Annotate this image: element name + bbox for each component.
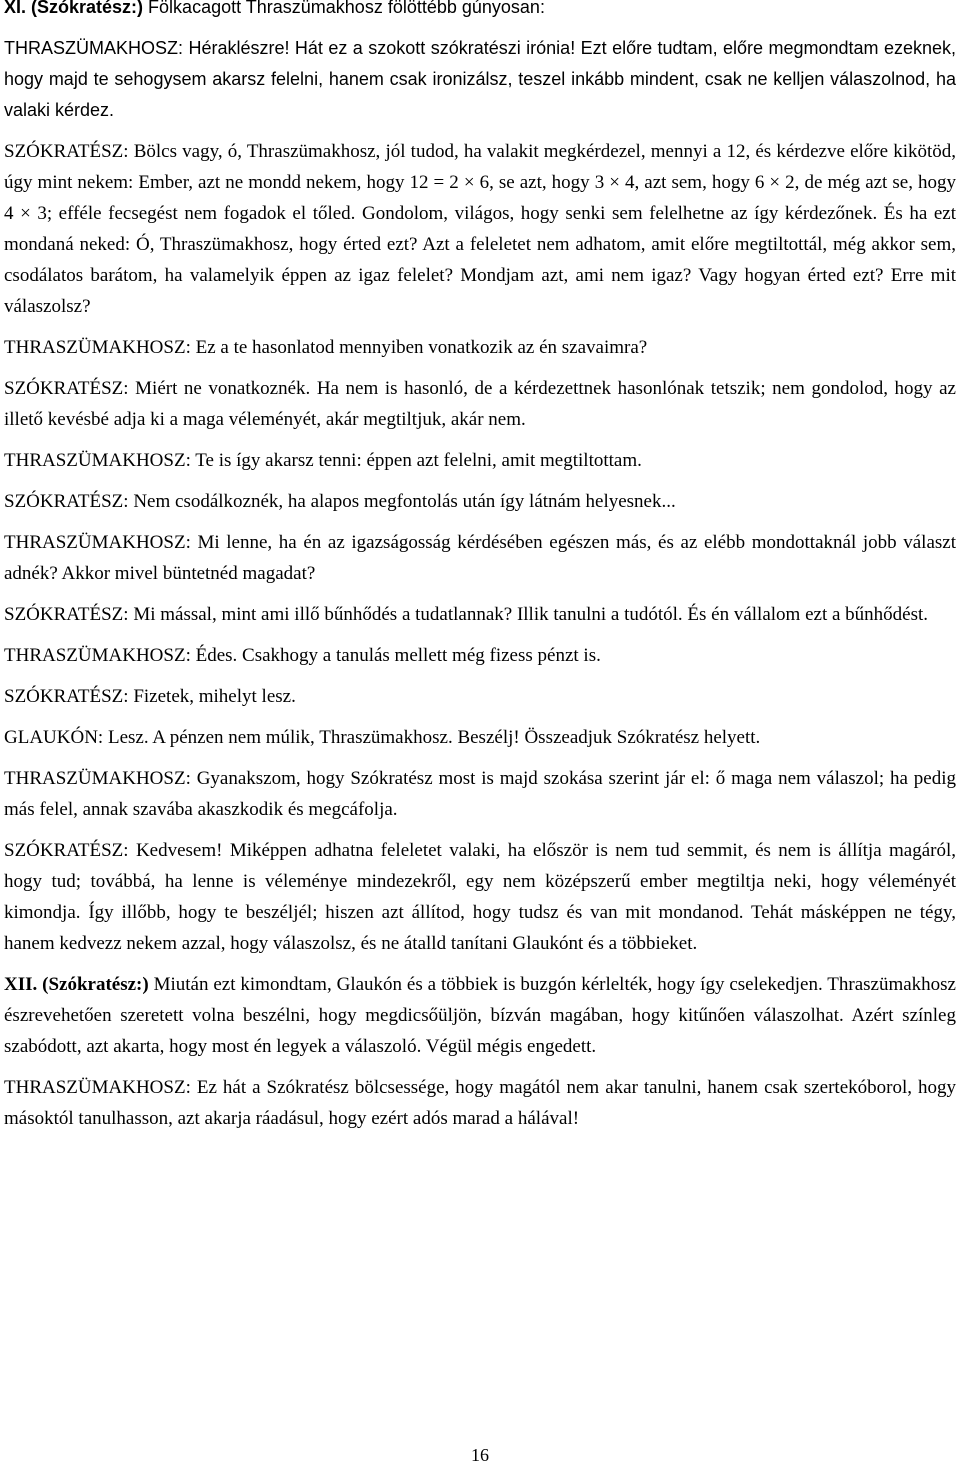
paragraph-text: Miután ezt kimondtam, Glaukón és a többiek is buzgón kérlelték, hogy így cselekedjen. Thraszümakhosz észrevehetően szeretett volna beszélni, hogy megdicsőüljön, bízván magában, hogy kitűnően válaszolhat. Azért színleg szabódott, azt akarta, hogy most én legyek a válaszoló. Végül mégis engedett. (4, 974, 956, 1057)
speaker-label: THRASZÜMAKHOSZ: (4, 450, 191, 471)
speaker-label: SZÓKRATÉSZ: (4, 141, 129, 162)
dialogue-paragraph (4, 527, 956, 589)
dialogue-paragraph (4, 136, 956, 322)
speaker-label: SZÓKRATÉSZ: (4, 491, 129, 512)
paragraph-text: Te is így akarsz tenni: éppen azt felelni, amit megtiltottam. (190, 450, 642, 471)
speaker-label: THRASZÜMAKHOSZ: (4, 38, 184, 58)
speaker-label: SZÓKRATÉSZ: (4, 604, 129, 625)
dialogue-paragraph (4, 969, 956, 1062)
speaker-label: THRASZÜMAKHOSZ: (4, 645, 191, 666)
paragraph-text: Ez hát a Szókratész bölcsessége, hogy magától nem akar tanulni, hanem csak szertekóborol, hogy másoktól tanulhasson, azt akarja ráadásul, hogy ezért adós marad a hálával! (4, 1077, 956, 1129)
dialogue-paragraph (4, 33, 956, 126)
document-body (4, 0, 956, 1134)
paragraph-text: Mi mással, mint ami illő bűnhődés a tudatlannak? Illik tanulni a tudótól. És én vállalom ezt a bűnhődést. (128, 604, 929, 625)
paragraph-text: Bölcs vagy, ó, Thraszümakhosz, jól tudod, ha valakit megkérdezel, mennyi a 12, és kérdezve előre kikötöd, úgy mint nekem: Ember, azt ne mondd nekem, hogy 12 = 2 × 6, se azt, hogy 3 × 4, azt sem, hogy 6 × 2, de még azt se, hogy 4 × 3; efféle fecsegést nem fogadok el tőled. Gondolom, világos, hogy senki sem felelhetne az így kérdezőnek. És ha ezt mondaná neked: Ó, Thraszümakhosz, hogy érted ezt? Azt a feleletet nem adhatom, amit előre megtiltottál, még akkor sem, csodálatos barátom, ha valamelyik éppen az igaz felelet? Mondjam azt, ami nem igaz? Vagy hogyan érted ezt? Erre mit válaszolsz? (4, 141, 956, 317)
dialogue-paragraph (4, 373, 956, 435)
paragraph-text: Miért ne vonatkoznék. Ha nem is hasonló, de a kérdezettnek hasonlónak tetszik; nem gondolod, hogy az illető kevésbé adja ki a maga véleményét, akár megtiltjuk, akár nem. (4, 378, 956, 430)
dialogue-paragraph (4, 640, 956, 671)
speaker-label: THRASZÜMAKHOSZ: (4, 1077, 191, 1098)
speaker-label: SZÓKRATÉSZ: (4, 378, 129, 399)
paragraph-text: Fizetek, mihelyt lesz. (128, 686, 296, 707)
speaker-label: SZÓKRATÉSZ: (4, 840, 129, 861)
dialogue-paragraph (4, 835, 956, 959)
paragraph-text: Ez a te hasonlatod mennyiben vonatkozik az én szavaimra? (190, 337, 648, 358)
paragraph-text: Nem csodálkoznék, ha alapos megfontolás után így látnám helyesnek... (128, 491, 676, 512)
speaker-label: THRASZÜMAKHOSZ: (4, 337, 191, 358)
dialogue-paragraph (4, 763, 956, 825)
speaker-label: GLAUKÓN: (4, 727, 104, 748)
dialogue-paragraph (4, 1072, 956, 1134)
dialogue-paragraph (4, 722, 956, 753)
speaker-label: SZÓKRATÉSZ: (4, 686, 129, 707)
paragraph-text: Gyanakszom, hogy Szókratész most is majd szokása szerint jár el: ő maga nem válaszol; ha pedig más felel, annak szavába akaszkodik és megcáfolja. (4, 768, 956, 820)
speaker-label: THRASZÜMAKHOSZ: (4, 768, 191, 789)
paragraph-text: Lesz. A pénzen nem múlik, Thraszümakhosz. Beszélj! Összeadjuk Szókratész helyett. (103, 727, 761, 748)
dialogue-paragraph (4, 0, 956, 23)
speaker-label: XII. (Szókratész:) (4, 974, 149, 995)
dialogue-paragraph (4, 681, 956, 712)
dialogue-paragraph (4, 445, 956, 476)
paragraph-text: Kedvesem! Miképpen adhatna feleletet valaki, ha először is nem tud semmit, és nem is állítja magáról, hogy tud; továbbá, ha lenne is véleménye mindezekről, egy nem középszerű ember megtiltja neki, hogy véleményét kimondja. Így illőbb, hogy te beszéljél; hiszen azt állítod, hogy tudsz és van mit mondanod. Tehát másképpen ne tégy, hanem kedvezz nekem azzal, hogy válaszolsz, és ne átalld tanítani Glaukónt és a többieket. (4, 840, 956, 954)
speaker-label: THRASZÜMAKHOSZ: (4, 532, 191, 553)
page-number: 16 (471, 1445, 489, 1465)
dialogue-paragraph (4, 486, 956, 517)
paragraph-text: Héraklészre! Hát ez a szokott szókratészi irónia! Ezt előre tudtam, előre megmondtam ezeknek, hogy majd te sehogysem akarsz felelni, hanem csak ironizálsz, teszel inkább mindent, csak ne kelljen válaszolnod, ha valaki kérdez. (4, 38, 956, 120)
dialogue-paragraph (4, 332, 956, 363)
paragraph-text: Mi lenne, ha én az igazságosság kérdésében egészen más, és az elébb mondottaknál jobb választ adnék? Akkor mivel büntetnéd magadat? (4, 532, 956, 584)
speaker-label: XI. (Szókratész:) (4, 0, 144, 17)
paragraph-text: Édes. Csakhogy a tanulás mellett még fizess pénzt is. (190, 645, 601, 666)
dialogue-paragraph (4, 599, 956, 630)
paragraph-text: Fölkacagott Thraszümakhosz fölöttébb gúnyosan: (143, 0, 545, 17)
